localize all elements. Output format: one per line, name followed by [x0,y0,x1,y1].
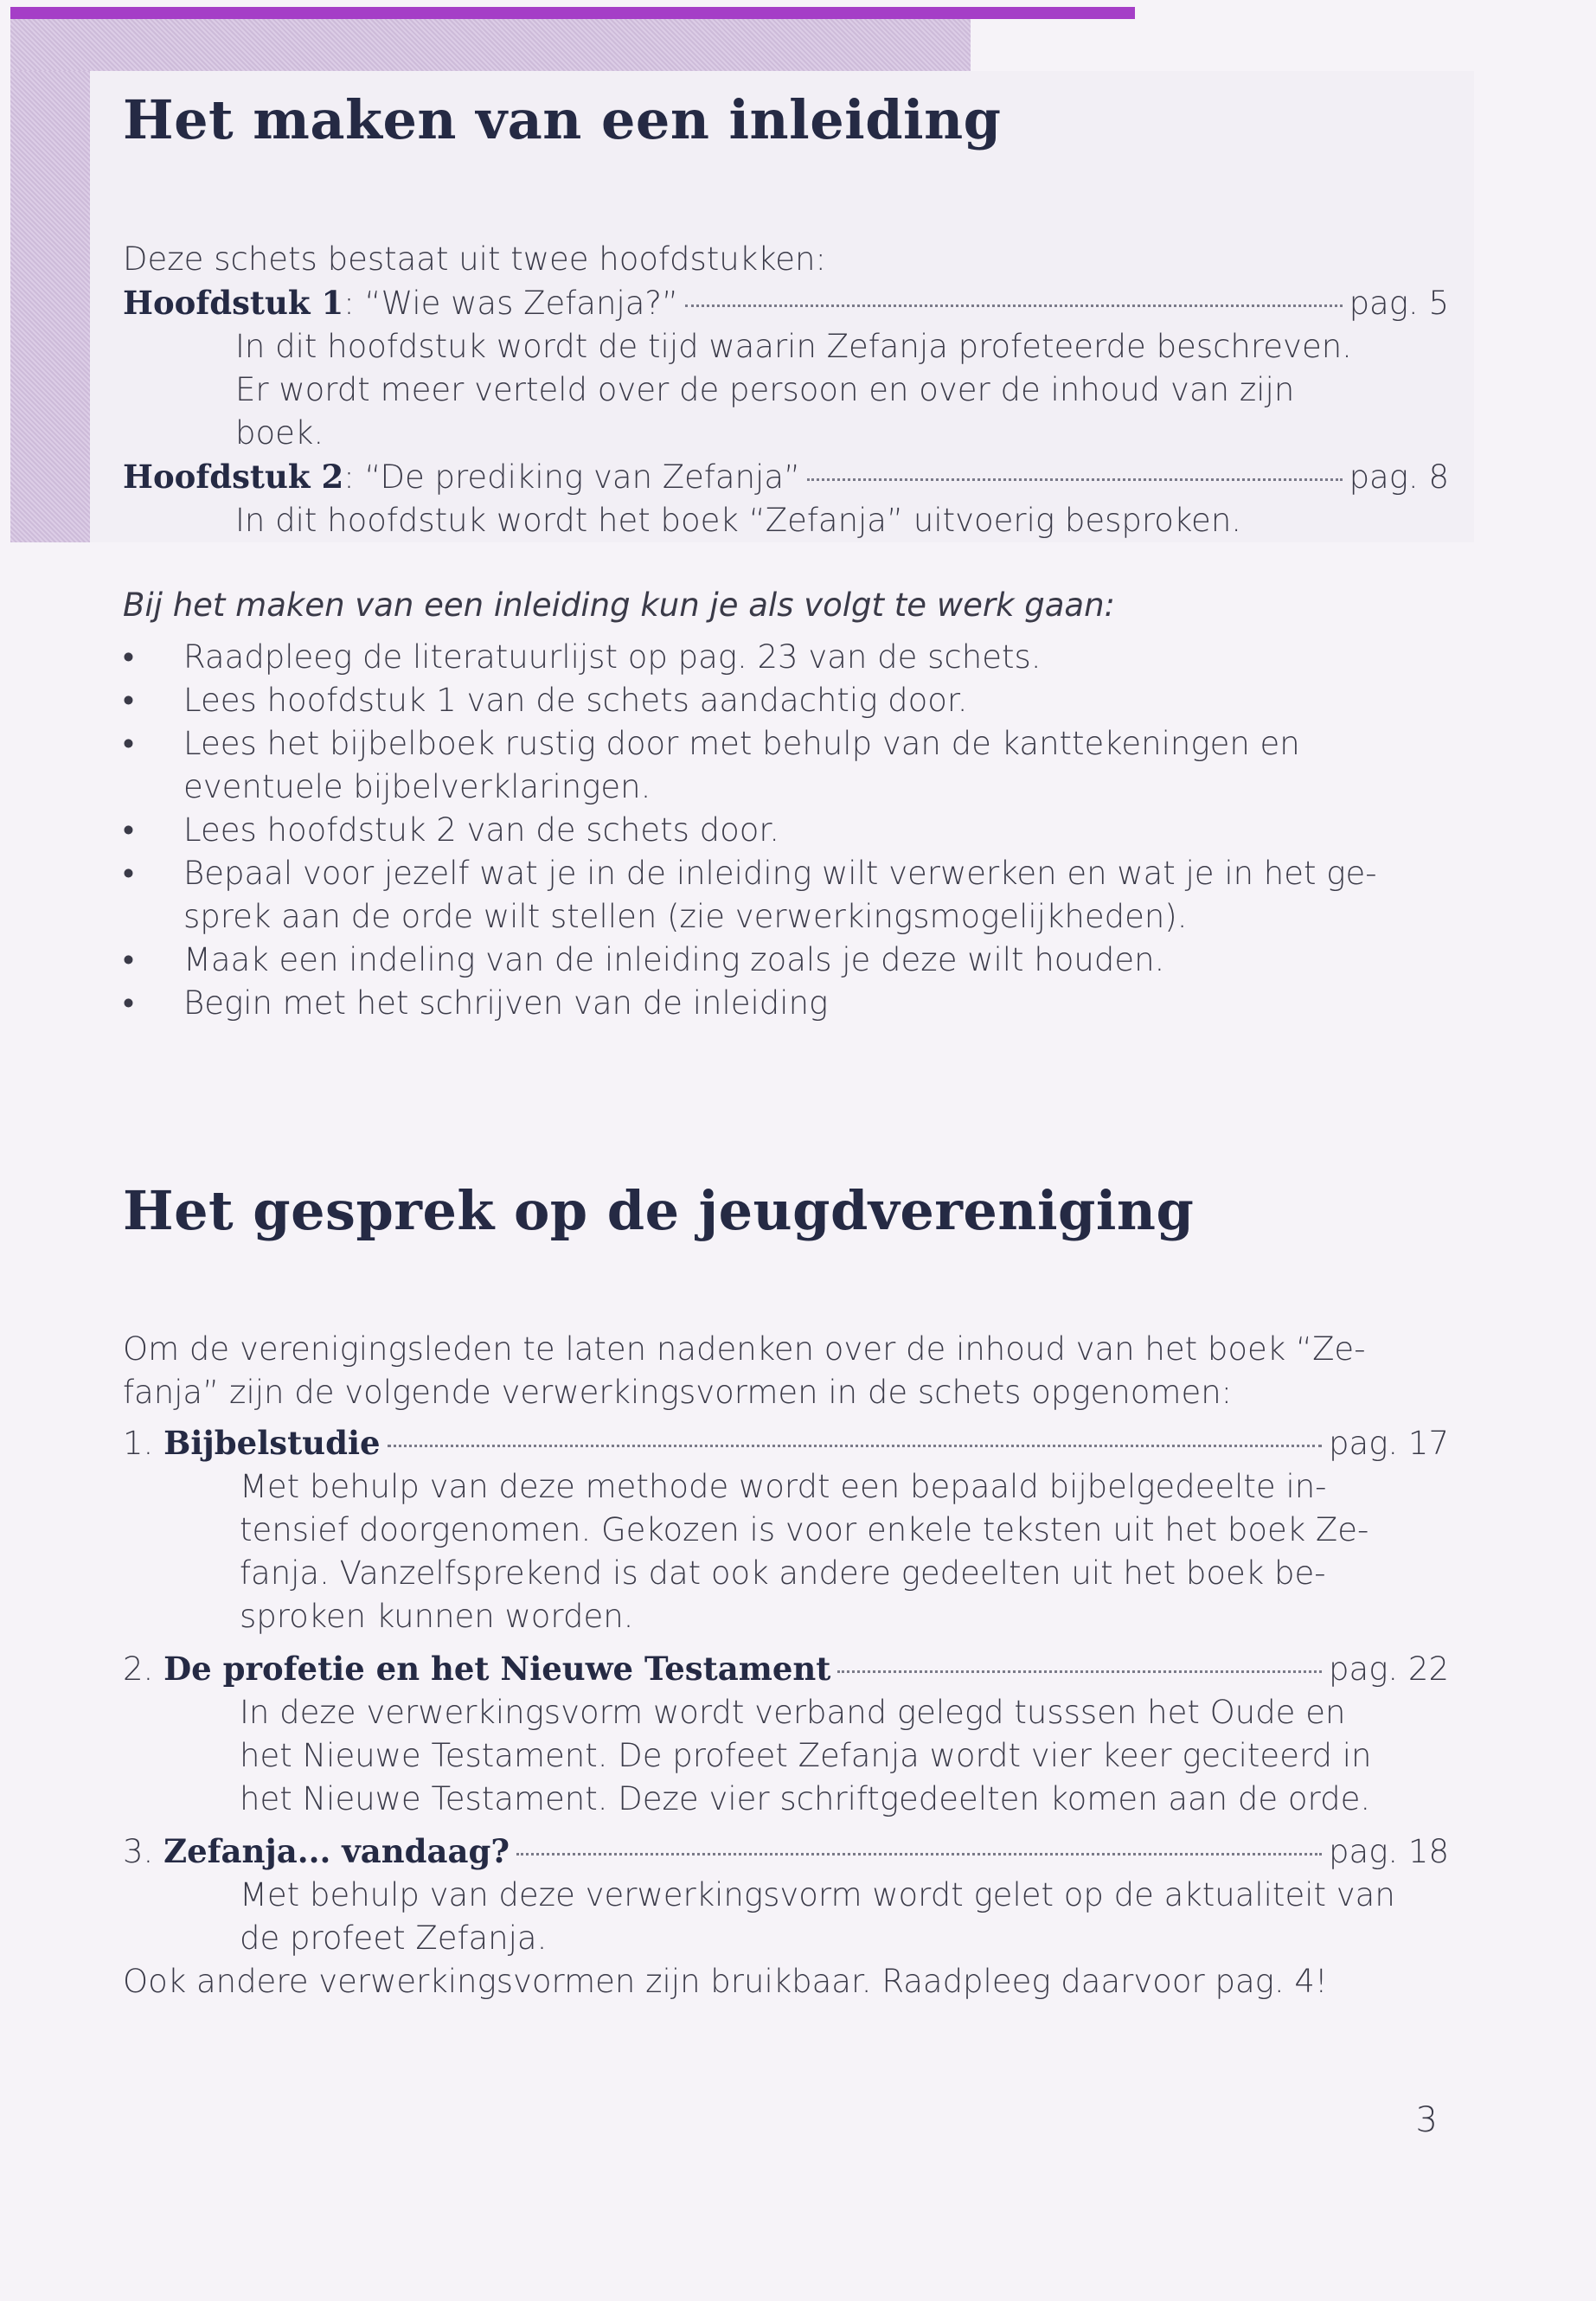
list-item: • Maak een indeling van de inleiding zoals je deze wilt houden. [123,939,1449,982]
description-line: boek. [235,414,324,452]
side-shade [10,71,90,542]
form-title: Zefanja... vandaag? [163,1832,510,1870]
forms-section [123,1328,1449,2003]
list-item: • Lees hoofdstuk 2 van de schets door. [123,809,1449,852]
form-number: 1. [123,1425,154,1462]
list-item: • Lees het bijbelboek rustig door met behulp van de kanttekeningen en eventuele bijbelverklaringen. [123,722,1449,809]
description-line: Er wordt meer verteld over de persoon en over de inhoud van zijn [235,371,1295,408]
form-number: 3. [123,1833,154,1870]
chapter-row-1 [123,281,1449,325]
steps-list [123,636,1449,1025]
form-row-3 [123,1830,1449,1874]
form-row-1 [123,1421,1449,1465]
forms-intro: Om de verenigingsleden te laten nadenken over de inhoud van het boek “Ze- fanja” zijn de volgende verwerkingsvormen in de schets opgenomen: [123,1330,1366,1411]
chapter-description-1 [123,325,1449,455]
chapter-page: pag. 8 [1349,458,1449,496]
chapter-label: Hoofdstuk 1 [123,284,344,322]
form-title: De profetie en het Nieuwe Testament [163,1650,831,1688]
chapter-description-2 [123,499,1449,542]
chapter-title: : “De prediking van Zefanja” [343,458,801,496]
dot-leader [685,304,1342,307]
page-number: 3 [1415,2100,1438,2140]
dot-leader [388,1445,1322,1447]
chapter-page: pag. 5 [1349,285,1449,322]
list-item: • Lees hoofdstuk 1 van de schets aandachtig door. [123,679,1449,722]
chapter-label: Hoofdstuk 2 [123,458,344,496]
dot-leader [516,1853,1322,1856]
form-number: 2. [123,1650,154,1688]
overview-intro: Deze schets bestaat uit twee hoofdstukken: [123,240,826,278]
chapter-overview [123,238,1449,542]
header-accent-bar [10,7,1135,19]
chapter-row-2 [123,455,1449,499]
dot-leader [807,478,1342,481]
list-item: • Bepaal voor jezelf wat je in de inleiding wilt verwerken en wat je in het ge- sprek aan de orde wilt stellen (zie verwerkingsmogelijkheden). [123,852,1449,939]
form-description-2: In deze verwerkingsvorm wordt verband gelegd tusssen het Oude en het Nieuwe Testament. De profeet Zefanja wordt vier keer geciteerd in het Nieuwe Testament. Deze vier schriftgedeelten komen aan de orde. [240,1694,1372,1817]
list-item: • Begin met het schrijven van de inleiding [123,982,1449,1025]
form-page: pag. 18 [1329,1833,1449,1870]
header-shade [10,19,971,71]
section-title-gesprek: Het gesprek op de jeugdvereniging [123,1179,1195,1242]
list-item: • Raadpleeg de literatuurlijst op pag. 23 van de schets. [123,636,1449,679]
dot-leader [837,1670,1322,1673]
form-title: Bijbelstudie [163,1424,381,1462]
section-title-inleiding: Het maken van een inleiding [123,88,1002,151]
description-line: In dit hoofdstuk wordt de tijd waarin Zefanja profeteerde beschreven. [235,328,1352,365]
chapter-title: : “Wie was Zefanja?” [343,285,679,322]
steps-intro: Bij het maken van een inleiding kun je als volgt te werk gaan: [123,586,1115,624]
form-description-1: Met behulp van deze methode wordt een bepaald bijbelgedeelte in- tensief doorgenomen. Gekozen is voor enkele teksten uit het boek Ze- fanja. Vanzelfsprekend is dat ook andere gedeelten uit het boek be- sproken kunnen worden. [240,1468,1369,1635]
form-description-3: Met behulp van deze verwerkingsvorm wordt gelet op de aktualiteit van de profeet Zefanja. [240,1876,1395,1957]
closing-note: Ook andere verwerkingsvormen zijn bruikbaar. Raadpleeg daarvoor pag. 4! [123,1963,1328,2000]
form-row-2 [123,1647,1449,1691]
form-page: pag. 17 [1329,1425,1449,1462]
steps-list-wrap [123,636,1449,1025]
form-page: pag. 22 [1329,1650,1449,1688]
description-line: In dit hoofdstuk wordt het boek “Zefanja” uitvoerig besproken. [235,502,1242,539]
